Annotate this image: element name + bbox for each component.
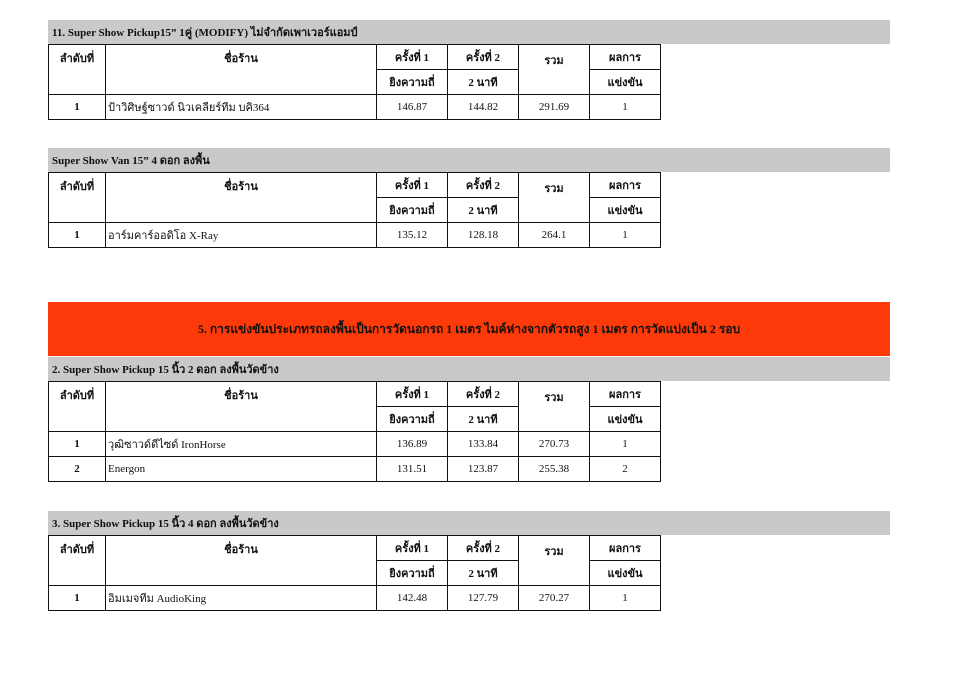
header-frequency: ยิงความถี่ bbox=[377, 561, 448, 586]
header-name: ชื่อร้าน bbox=[106, 45, 377, 95]
name-cell: ป้าวิศิษฐ์ซาวด์ นิวเคลียร์ทีม บคิ364 bbox=[106, 95, 377, 120]
round1-cell: 142.48 bbox=[377, 586, 448, 611]
results-table bbox=[48, 44, 661, 120]
category-banner: 5. การแข่งขันประเภทรถลงพื้นเป็นการวัดนอกรถ 1 เมตร ไมค์ห่างจากตัวรถสูง 1 เมตร การวัดแบ่งเป็น 2 รอบ bbox=[48, 302, 890, 356]
header-round2: ครั้งที่ 2 bbox=[448, 45, 519, 70]
header-minutes: 2 นาที bbox=[448, 561, 519, 586]
header-frequency: ยิงความถี่ bbox=[377, 198, 448, 223]
result-cell: 2 bbox=[590, 457, 661, 482]
header-round2: ครั้งที่ 2 bbox=[448, 382, 519, 407]
header-name: ชื่อร้าน bbox=[106, 382, 377, 432]
total-cell: 264.1 bbox=[519, 223, 590, 248]
rank-cell: 1 bbox=[49, 432, 106, 457]
rank-cell: 1 bbox=[49, 95, 106, 120]
header-round1: ครั้งที่ 1 bbox=[377, 45, 448, 70]
header-result: ผลการ bbox=[590, 382, 661, 407]
section-title: 3. Super Show Pickup 15 นิ้ว 4 ดอก ลงพื้นวัดข้าง bbox=[48, 511, 890, 535]
round2-cell: 128.18 bbox=[448, 223, 519, 248]
result-cell: 1 bbox=[590, 95, 661, 120]
header-result-2: แข่งขัน bbox=[590, 407, 661, 432]
name-cell: วุฒิซาวด์ดีไซด์ IronHorse bbox=[106, 432, 377, 457]
header-rank: ลำดับที่ bbox=[49, 45, 106, 95]
header-result-2: แข่งขัน bbox=[590, 70, 661, 95]
section-title: Super Show Van 15” 4 ดอก ลงพื้น bbox=[48, 148, 890, 172]
round1-cell: 146.87 bbox=[377, 95, 448, 120]
header-total: รวม bbox=[519, 45, 590, 95]
header-result: ผลการ bbox=[590, 536, 661, 561]
header-minutes: 2 นาที bbox=[448, 70, 519, 95]
round2-cell: 133.84 bbox=[448, 432, 519, 457]
section-title: 11. Super Show Pickup15” 1คู่ (MODIFY) ไม่จำกัดเพาเวอร์แอมป์ bbox=[48, 20, 890, 44]
section-title: 2. Super Show Pickup 15 นิ้ว 2 ดอก ลงพื้นวัดข้าง bbox=[48, 357, 890, 381]
header-round2: ครั้งที่ 2 bbox=[448, 536, 519, 561]
name-cell: Energon bbox=[106, 457, 377, 482]
rank-cell: 2 bbox=[49, 457, 106, 482]
table-row bbox=[49, 457, 661, 482]
header-result-2: แข่งขัน bbox=[590, 561, 661, 586]
table-row bbox=[49, 432, 661, 457]
header-round1: ครั้งที่ 1 bbox=[377, 382, 448, 407]
header-frequency: ยิงความถี่ bbox=[377, 70, 448, 95]
header-frequency: ยิงความถี่ bbox=[377, 407, 448, 432]
header-total: รวม bbox=[519, 173, 590, 223]
round1-cell: 131.51 bbox=[377, 457, 448, 482]
total-cell: 270.27 bbox=[519, 586, 590, 611]
header-minutes: 2 นาที bbox=[448, 198, 519, 223]
round2-cell: 144.82 bbox=[448, 95, 519, 120]
table-row bbox=[49, 223, 661, 248]
total-cell: 255.38 bbox=[519, 457, 590, 482]
table-row bbox=[49, 586, 661, 611]
header-round1: ครั้งที่ 1 bbox=[377, 173, 448, 198]
header-rank: ลำดับที่ bbox=[49, 173, 106, 223]
result-cell: 1 bbox=[590, 223, 661, 248]
rank-cell: 1 bbox=[49, 223, 106, 248]
round1-cell: 135.12 bbox=[377, 223, 448, 248]
total-cell: 270.73 bbox=[519, 432, 590, 457]
header-name: ชื่อร้าน bbox=[106, 536, 377, 586]
header-rank: ลำดับที่ bbox=[49, 382, 106, 432]
header-minutes: 2 นาที bbox=[448, 407, 519, 432]
name-cell: อาร์มคาร์ออดิโอ X-Ray bbox=[106, 223, 377, 248]
header-result-2: แข่งขัน bbox=[590, 198, 661, 223]
results-table bbox=[48, 381, 661, 482]
header-total: รวม bbox=[519, 536, 590, 586]
result-cell: 1 bbox=[590, 432, 661, 457]
round1-cell: 136.89 bbox=[377, 432, 448, 457]
name-cell: อิมเมจทีม AudioKing bbox=[106, 586, 377, 611]
round2-cell: 127.79 bbox=[448, 586, 519, 611]
header-result: ผลการ bbox=[590, 173, 661, 198]
results-table bbox=[48, 172, 661, 248]
result-cell: 1 bbox=[590, 586, 661, 611]
header-total: รวม bbox=[519, 382, 590, 432]
total-cell: 291.69 bbox=[519, 95, 590, 120]
header-round2: ครั้งที่ 2 bbox=[448, 173, 519, 198]
table-row bbox=[49, 95, 661, 120]
results-table bbox=[48, 535, 661, 611]
header-name: ชื่อร้าน bbox=[106, 173, 377, 223]
header-round1: ครั้งที่ 1 bbox=[377, 536, 448, 561]
rank-cell: 1 bbox=[49, 586, 106, 611]
round2-cell: 123.87 bbox=[448, 457, 519, 482]
header-rank: ลำดับที่ bbox=[49, 536, 106, 586]
header-result: ผลการ bbox=[590, 45, 661, 70]
